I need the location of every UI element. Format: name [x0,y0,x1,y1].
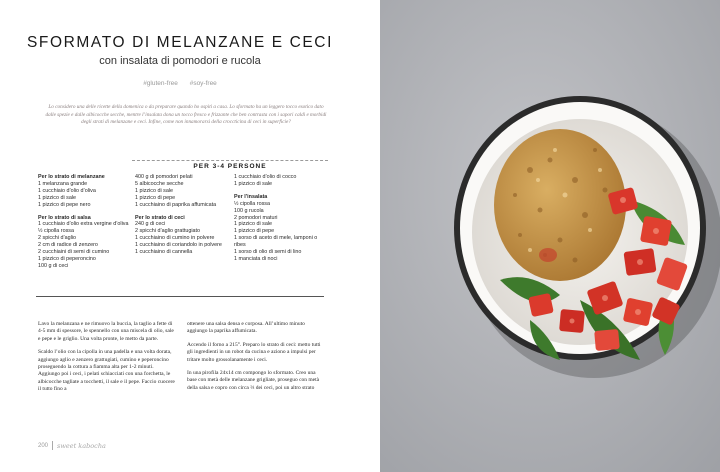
ingredient-item: 240 g di ceci [135,221,166,228]
ingredient-item: 1 cucchiaio d’olio d’oliva [38,187,96,194]
ingredient-item: 1 melanzana grande [38,180,88,187]
recipe-title: SFORMATO DI MELANZANE E CECI [26,34,334,51]
ingredient-item: 1 pizzico di pepe [135,194,176,201]
ingredient-group-title: Per lo strato di salsa [38,214,91,221]
ingredient-group-title: Per l’insalata [234,193,268,200]
recipe-intro: Lo considero una delle ricette della domenica o da preparare quando ho ospiti a casa. Lo sformato ha un leggero tocco esotico dato dalle spezie e dalle albicocche secche, mentre l’insalata dona un tocco fresco e frizzante che ben contrasta con i sapori caldi e morbidi degli strati di melanzane e ceci. Infine, come non innamorarsi della croccticina di ceci in superficie? [45,104,327,126]
method-paragraph: In una pirofila 24x14 cm compongo lo sformato. Creo una base con metà delle melanzane grigliate, proseguo con metà della salsa e copro con circa ⅔ dei ceci, poi un altro strato [187,370,320,391]
ingredient-item: 2 cm di radice di zenzero [38,242,98,249]
ingredient-group-title: Per lo strato di ceci [135,214,185,221]
method-column-1 [38,321,176,400]
page-footer [38,441,106,450]
recipe-subtitle: con insalata di pomodori e rucola [99,55,261,67]
tag-gluten-free: #gluten-free [143,80,178,87]
ingredient-item: 1 pizzico di pepe [234,228,275,235]
brand-name: sweet kabocha [57,441,106,450]
method-paragraph: Scaldo l’olio con la cipolla in una padella e una volta dorata, aggiungo aglio e zenzero grattugiati, cumino e peperoncino proseguendo la cottura a fiamma alta per 1-2 minuti. Aggiungo poi i ceci, i pelati schiacciati con una forchetta, le albicocche tagliate a tocchetti, il sale e il pepe. Faccio cuocere il tutto fino a [38,349,175,393]
ingredient-item: 1 sorso di aceto di mele, lamponi o ribes [234,235,318,249]
ingredient-item: 1 pizzico di pepe nero [38,201,91,208]
ingredient-item: 1 pizzico di sale [135,187,174,194]
ingredient-item: 1 pizzico di sale [234,221,273,228]
ingredient-item: 1 manciata di noci [234,255,278,262]
ingredient-item: 2 cucchiaini di semi di cumino [38,249,110,256]
ingredient-item: 1 cucchiaio d’olio di cocco [234,174,297,180]
bowl-illustration [380,0,720,472]
ingredients-column-2 [135,174,227,262]
ingredient-item: 5 albicocche secche [135,180,184,187]
food-photo [380,0,720,472]
ingredient-group [135,174,227,209]
ingredient-item: 1 cucchiaino di paprika affumicata [135,201,217,208]
method-column-2 [187,321,325,398]
ingredient-group [234,194,324,263]
serves-label: PER 3-4 PERSONE [193,163,267,170]
ingredient-item: 1 pizzico di sale [234,180,273,187]
method-paragraph: Accendo il forno a 215°. Preparo lo strato di ceci: metto tutti gli ingredienti in un robot da cucina e aziono a impulsi per tritare molto grossolanamente i ceci. [187,341,321,363]
footer-separator [52,441,53,450]
ingredient-group-title: Per lo strato di melanzane [38,174,105,180]
recipe-tags [0,80,360,87]
tag-soy-free: #soy-free [189,80,217,87]
ingredient-item: 1 cucchiaio d’olio extra vergine d’oliva [38,221,129,228]
chickpea-topping [494,129,626,281]
ingredient-item: 1 cucchiaino di coriandolo in polvere [135,242,222,249]
ingredient-item: 1 pizzico di sale [38,194,77,201]
method-paragraph: Lavo la melanzana e ne rimuovo la buccia, la taglio a fette di 4-5 mm di spessore, le spennello con una miscela di olio, sale e pepe e le griglio. Una volta pronte, le metto da parte. [38,321,174,342]
ingredient-group [38,174,130,209]
ingredient-item: 400 g di pomodori pelati [135,174,193,180]
page-number: 200 [38,442,49,449]
ingredient-group [135,215,227,256]
ingredient-group [234,174,324,188]
ingredient-item: 2 spicchi d’aglio [38,235,77,242]
ingredient-item: 1 sorso di olio di semi di lino [234,249,302,256]
serves-divider [132,160,328,161]
ingredient-item: ½ cipolla rossa [38,228,74,235]
ingredient-item: 1 pizzico di peperoncino [38,255,96,262]
method-paragraph: ottenere una salsa densa e corposa. All’ultimo minuto aggiungo la paprika affumicata. [187,321,305,335]
ingredient-item: 100 g di ceci [38,262,69,269]
ingredient-group [38,215,130,270]
ingredient-item: 2 spicchi d’aglio grattugiato [135,228,201,235]
ingredients-column-3 [234,174,324,269]
ingredient-item: 2 pomodori maturi [234,214,278,221]
ingredient-item: ½ cipolla rossa [234,200,270,207]
ingredients-divider [36,296,324,297]
ingredient-item: 1 cucchiaino di cumino in polvere [135,235,215,242]
ingredient-item: 1 cucchiaino di cannella [135,249,193,256]
sauce-peek [539,248,557,262]
ingredient-item: 100 g rucola [234,207,264,214]
ingredients-column-1 [38,174,130,276]
